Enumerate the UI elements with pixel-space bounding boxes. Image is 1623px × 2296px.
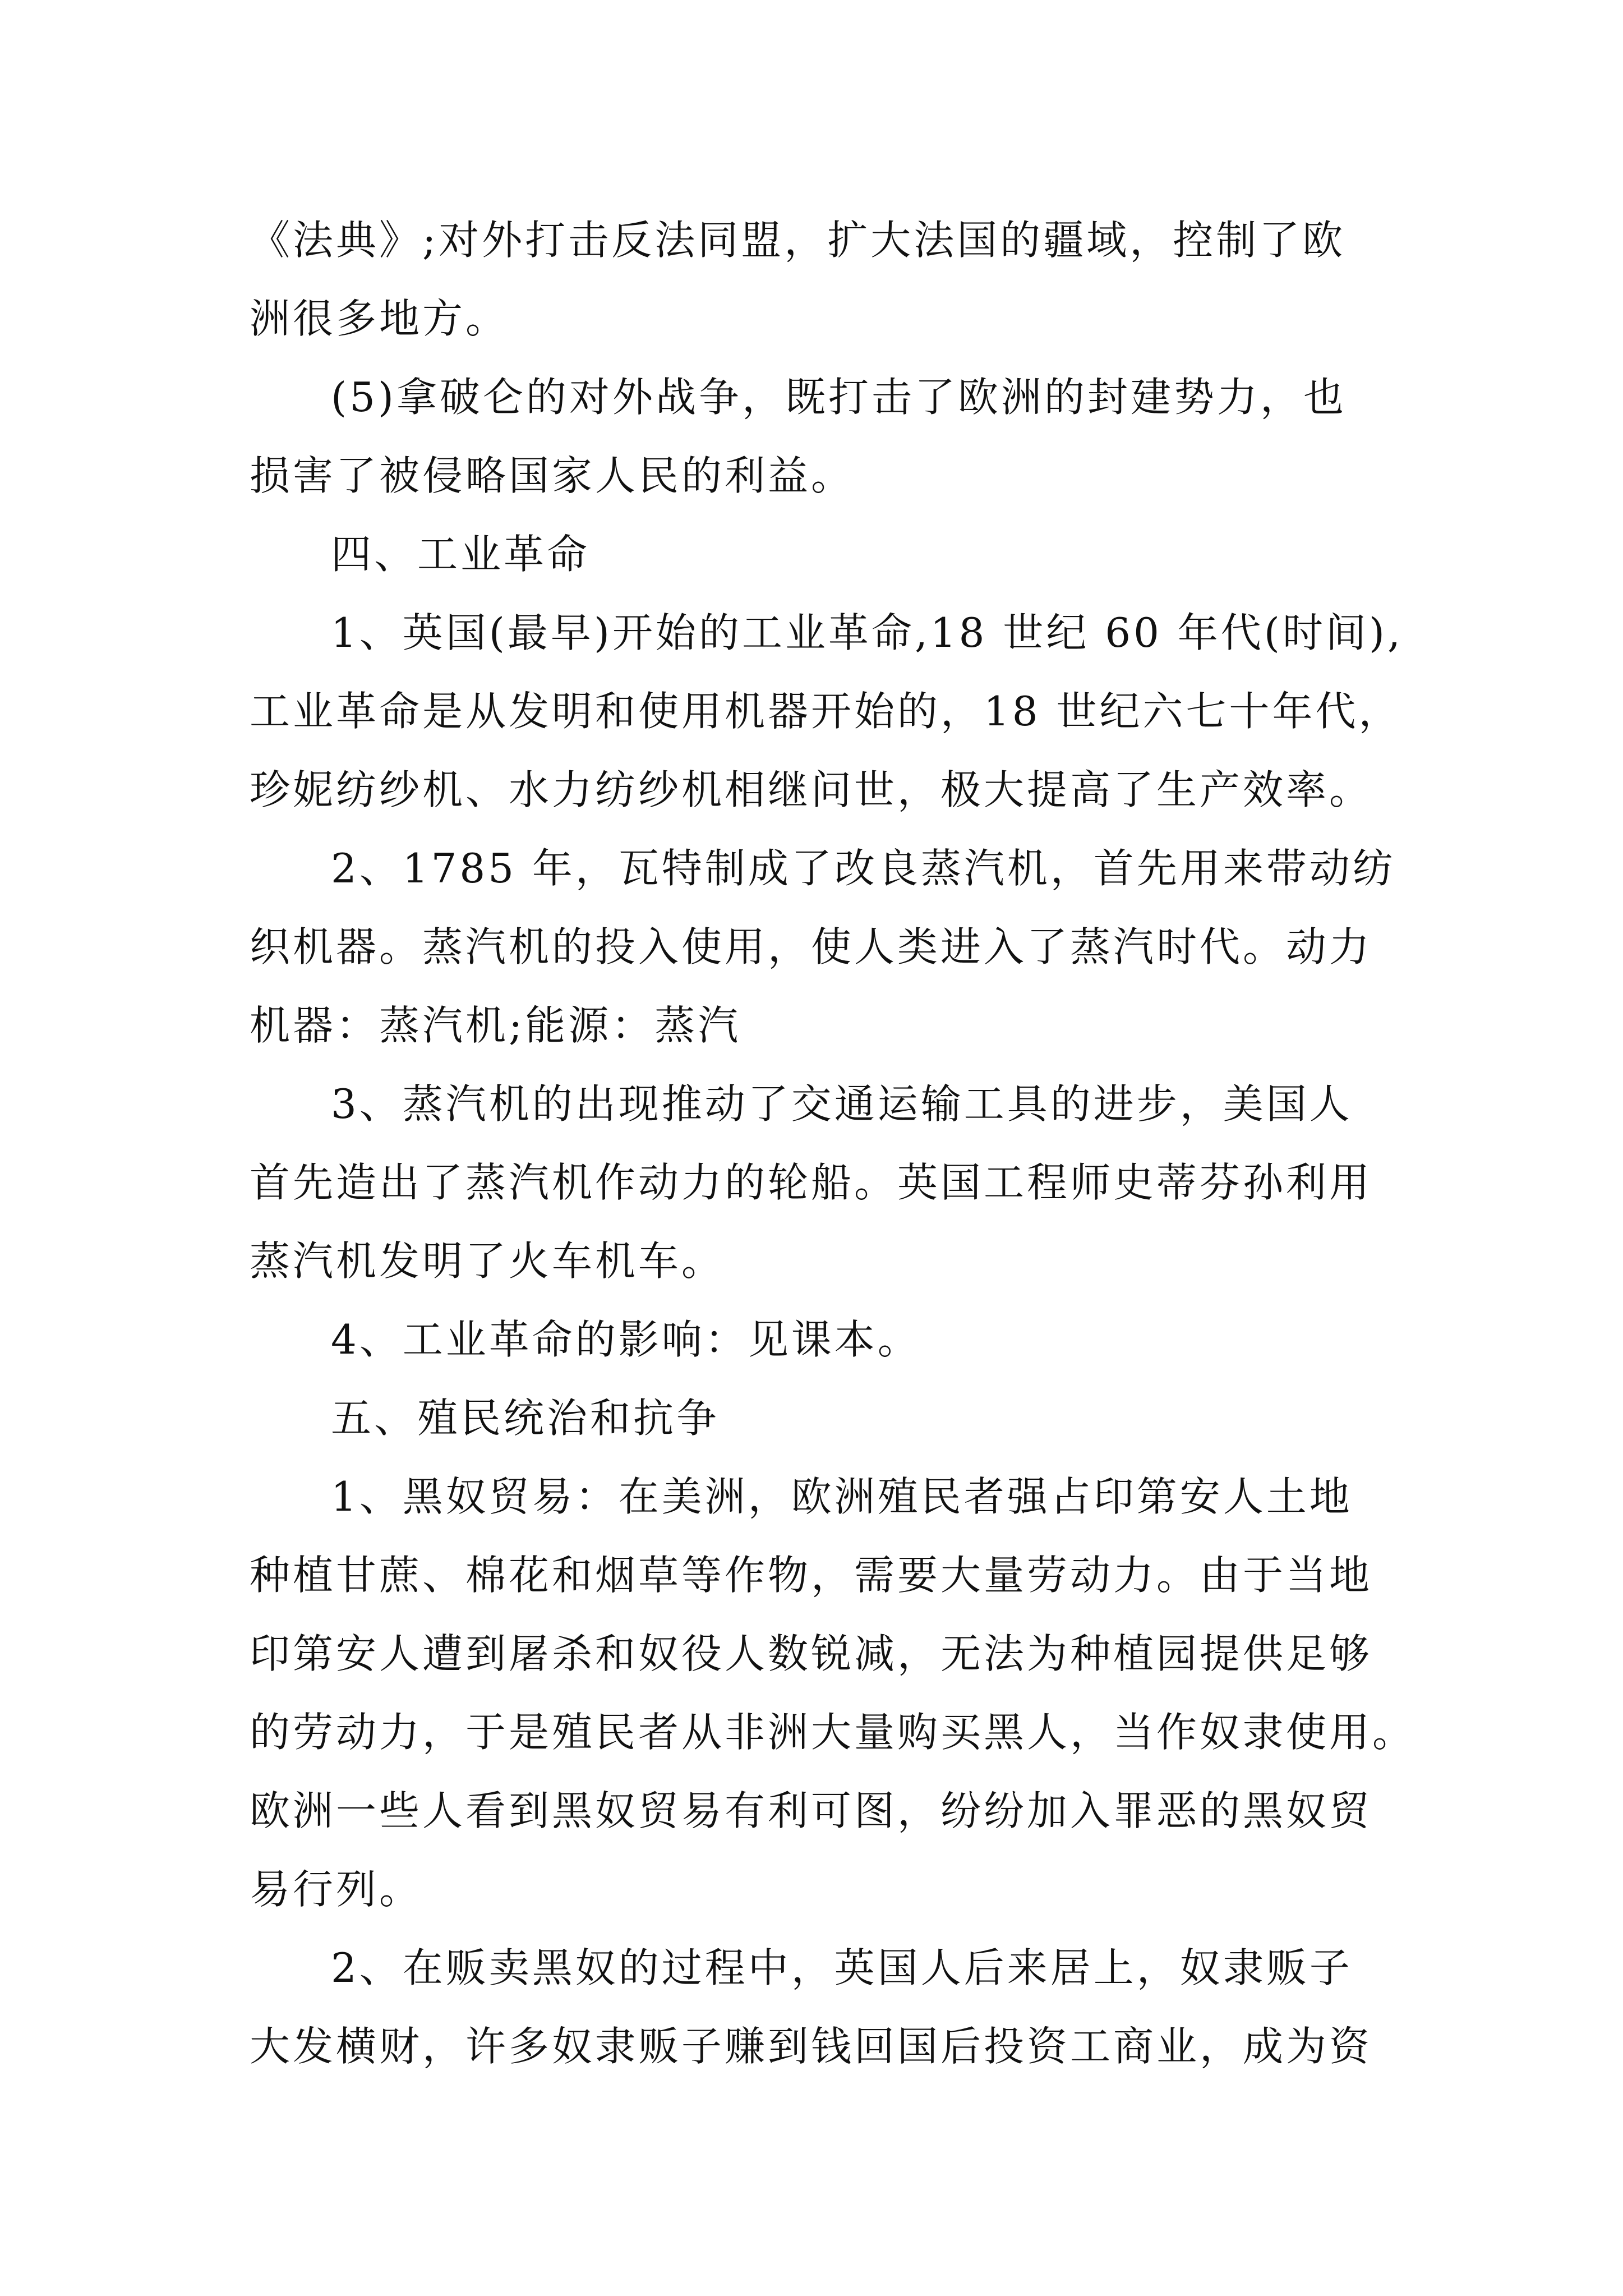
text-line: 大发横财，许多奴隶贩子赚到钱回国后投资工商业，成为资 (250, 2023, 1373, 2070)
text-line: 2、在贩卖黑奴的过程中，英国人后来居上，奴隶贩子 (331, 1944, 1353, 1991)
text-line: 首先造出了蒸汽机作动力的轮船。英国工程师史蒂芬孙利用 (250, 1159, 1373, 1206)
text-line: 《法典》;对外打击反法同盟，扩大法国的疆域，控制了欧 (250, 217, 1346, 264)
text-line: 机器：蒸汽机;能源：蒸汽 (250, 1002, 741, 1049)
text-line: 印第安人遭到屠杀和奴役人数锐减，无法为种植园提供足够 (250, 1630, 1373, 1677)
text-line: 织机器。蒸汽机的投入使用，使人类进入了蒸汽时代。动力 (250, 923, 1373, 970)
text-line: 珍妮纺纱机、水力纺纱机相继问世，极大提高了生产效率。 (250, 766, 1373, 813)
text-line: 1、英国(最早)开始的工业革命,18 世纪 60 年代(时间), (331, 609, 1403, 656)
text-line: 欧洲一些人看到黑奴贸易有利可图，纷纷加入罪恶的黑奴贸 (250, 1787, 1373, 1834)
text-line: 种植甘蔗、棉花和烟草等作物，需要大量劳动力。由于当地 (250, 1552, 1373, 1599)
text-line: 易行列。 (250, 1866, 423, 1913)
text-line: (5)拿破仑的对外战争，既打击了欧洲的封建势力，也 (331, 374, 1347, 421)
text-line: 损害了被侵略国家人民的利益。 (250, 452, 855, 499)
text-line: 工业革命是从发明和使用机器开始的，18 世纪六七十年代， (250, 688, 1402, 735)
text-line: 2、1785 年，瓦特制成了改良蒸汽机，首先用来带动纺 (331, 845, 1396, 892)
text-line: 3、蒸汽机的出现推动了交通运输工具的进步，美国人 (331, 1080, 1353, 1128)
section-heading: 四、工业革命 (331, 531, 591, 578)
text-line: 的劳动力，于是殖民者从非洲大量购买黑人，当作奴隶使用。 (250, 1709, 1416, 1756)
text-line: 1、黑奴贸易：在美洲，欧洲殖民者强占印第安人土地 (331, 1473, 1353, 1520)
section-heading: 五、殖民统治和抗争 (331, 1395, 720, 1442)
text-line: 4、工业革命的影响：见课本。 (331, 1316, 921, 1363)
text-line: 洲很多地方。 (250, 295, 509, 342)
text-line: 蒸汽机发明了火车机车。 (250, 1237, 725, 1285)
